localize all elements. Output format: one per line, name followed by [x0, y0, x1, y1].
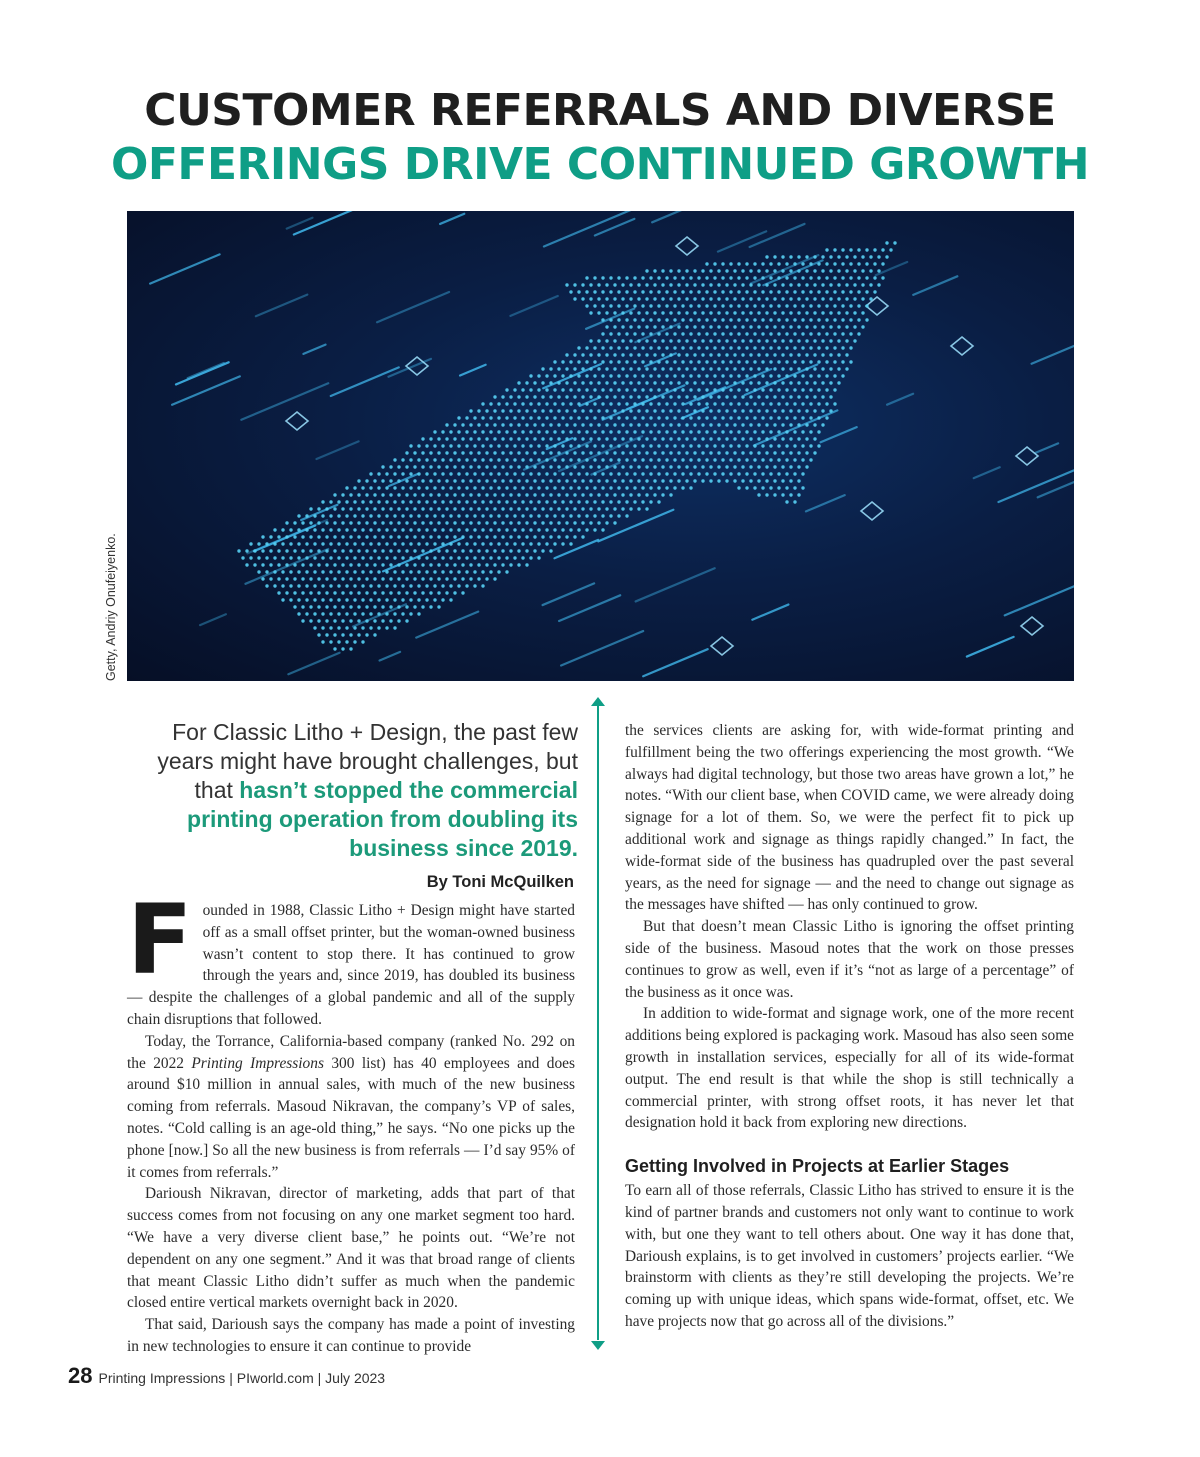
headline-line-2: OFFERINGS DRIVE CONTINUED GROWTH	[110, 139, 1090, 190]
deck-highlight: hasn’t stopped the commercial printing operation from doubling its business since 2019.	[187, 777, 578, 861]
divider-arrow-down-icon	[591, 1341, 605, 1350]
paragraph	[127, 1031, 575, 1184]
paragraph-text: 300 list) has 40 employees and does around $10 million in annual sales, with much of the new business coming from referrals. Masoud Nikravan, the company’s VP of sales, notes. “Cold calling is an age-old thing,” he says. “No one picks up the phone [now.] So all the new business is from referrals — I’d say 95% of it comes from referrals.”	[127, 1054, 575, 1181]
left-column	[127, 884, 575, 1358]
light-streaks	[150, 211, 1074, 676]
deck-plain: For Classic Litho + Design, the past few years might have brought challenges, but that	[157, 719, 578, 803]
headline	[0, 84, 1200, 192]
page-number: 28	[68, 1363, 93, 1388]
divider-arrow-up-icon	[591, 697, 605, 706]
drop-cap: F	[127, 884, 193, 996]
paragraph: To earn all of those referrals, Classic Litho has strived to ensure it is the kind of partner brands and customers not only want to continue to work with, but one they want to tell others about. One way it has done that, Darioush explains, is to get involved in customers’ projects earlier. “We brainstorm with clients as they’re still developing the projects. We’re coming up with unique ideas, which spans wide-format, offset, etc. We have projects now that go across all of the divisions.”	[625, 1182, 1074, 1330]
arrow-dots	[237, 241, 896, 650]
publication-title: Printing Impressions	[191, 1054, 324, 1072]
column-divider	[597, 700, 599, 1340]
right-column	[625, 720, 1074, 1333]
paragraph: In addition to wide-format and signage work, one of the more recent additions being explored is packaging work. Masoud has also seen some growth in installation services, especially for all of its wide-format output. The end result is that while the shop is still technically a commercial printer, with strong offset roots, it has never let that designation hold it back from exploring new directions.	[625, 1005, 1074, 1132]
paragraph: But that doesn’t mean Classic Litho is ignoring the offset printing side of the business. Masoud notes that the work on those presses continues to grow as well, even if it’s “not as large of a percentage” of the business as it once was.	[625, 918, 1074, 1001]
paragraph	[127, 884, 575, 1031]
byline: By Toni McQuilken	[426, 873, 574, 891]
paragraph: the services clients are asking for, with wide-format printing and fulfillment being the two offerings experiencing the most growth. “We always had digital technology, but those two areas have grown a lot,” he notes. “With our client base, when COVID came, we were already doing signage for a lot of them. So, we were the perfect fit to pick up additional work and signage as things rapidly changed.” In fact, the wide-format side of the business has quadrupled over the past several years, as the need for signage — and the need to change out signage as the messages have shifted — has only continued to grow.	[625, 722, 1074, 914]
growth-arrow-icon	[127, 211, 1074, 681]
photo-credit-text: Getty, Andriy Onufeiyenko.	[104, 533, 118, 681]
deck	[120, 718, 578, 863]
paragraph-text: Today, the Torrance, California-based company (ranked No. 292 on the 2022	[127, 1032, 575, 1072]
paragraph: That said, Darioush says the company has made a point of investing in new technologies to ensure it can continue to provide	[127, 1316, 575, 1355]
page-footer	[68, 1363, 385, 1389]
footer-text: Printing Impressions | PIworld.com | July 2023	[98, 1370, 386, 1386]
paragraph-text: ounded in 1988, Classic Litho + Design might have started off as a small offset printer, but the woman-owned business wasn’t content to stop there. It has continued to grow through the years and, since 2019, has doubled its business — despite the challenges of a global pandemic and all of the supply chain disruptions that followed.	[127, 902, 575, 1028]
hero-image	[127, 211, 1074, 681]
paragraph: Darioush Nikravan, director of marketing, adds that part of that success comes from not focusing on any one market segment too hard. “We have a very diverse client base,” he points out. “We’re not dependent on any one segment.” And it was that broad range of clients that meant Classic Litho didn’t suffer as much when the pandemic closed entire vertical markets overnight back in 2020.	[127, 1185, 575, 1312]
section-subhead: Getting Involved in Projects at Earlier Stages	[625, 1156, 1010, 1177]
headline-line-1: CUSTOMER REFERRALS AND DIVERSE	[144, 85, 1056, 136]
